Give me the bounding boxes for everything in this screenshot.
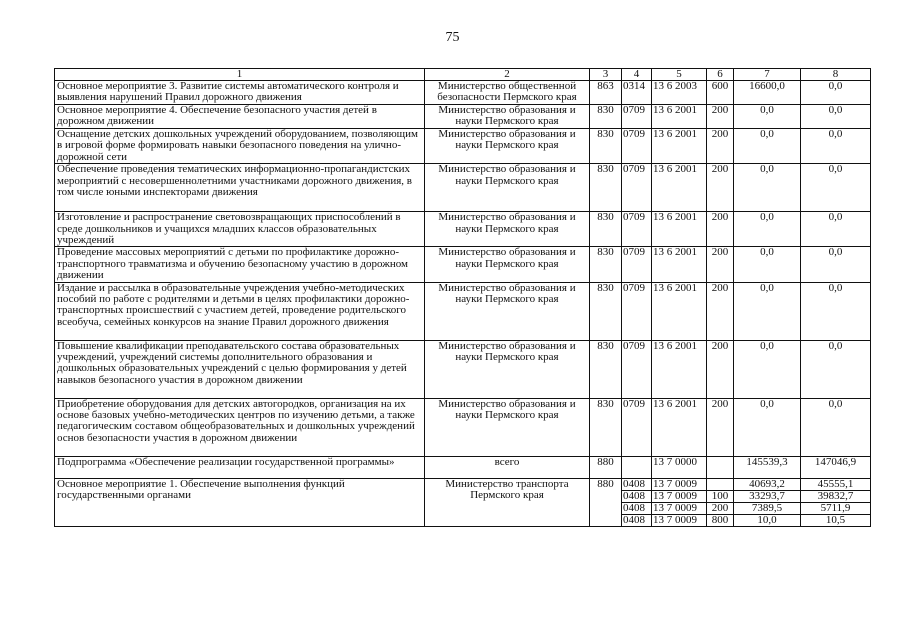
row-sum-cell: 0,0 [734, 105, 801, 129]
row-sum-cell: 16600,0 [734, 81, 801, 105]
row-vr-cell: 200 [707, 282, 734, 340]
row-vr-cell: 600 [707, 81, 734, 105]
row-kvsr-cell: 830 [590, 164, 622, 212]
row-section-cell: 0408 [622, 478, 652, 490]
row-sum-cell: 0,0 [801, 212, 871, 247]
row-vr-cell: 200 [707, 502, 734, 514]
row-kvsr-cell: 830 [590, 282, 622, 340]
row-kvsr-cell: 830 [590, 340, 622, 398]
table-row [55, 340, 871, 398]
row-target-cell: 13 6 2003 [652, 81, 707, 105]
row-target-cell: 13 7 0000 [652, 456, 707, 478]
table-row [55, 398, 871, 456]
row-org-cell: Министерство образования и науки Пермского края [425, 247, 590, 282]
row-sum-cell: 0,0 [734, 340, 801, 398]
row-section-cell: 0709 [622, 398, 652, 456]
row-target-cell: 13 6 2001 [652, 282, 707, 340]
header-cell: 1 [55, 69, 425, 81]
row-sum-cell: 10,5 [801, 514, 871, 526]
header-cell: 5 [652, 69, 707, 81]
row-target-cell: 13 6 2001 [652, 212, 707, 247]
row-org-cell: Министерство образования и науки Пермского края [425, 105, 590, 129]
row-sum-cell: 40693,2 [734, 478, 801, 490]
row-kvsr-cell: 863 [590, 81, 622, 105]
row-sum-cell: 0,0 [801, 129, 871, 164]
row-kvsr-cell: 830 [590, 105, 622, 129]
row-org-cell: Министерство образования и науки Пермского края [425, 340, 590, 398]
row-sum-cell: 10,0 [734, 514, 801, 526]
row-org-cell: Министерство образования и науки Пермского края [425, 282, 590, 340]
row-vr-cell [707, 478, 734, 490]
row-vr-cell [707, 456, 734, 478]
row-kvsr-cell: 880 [590, 456, 622, 478]
header-cell: 3 [590, 69, 622, 81]
row-name-cell: Основное мероприятие 4. Обеспечение безопасного участия детей в дорожном движении [55, 105, 425, 129]
row-org-cell: Министерство образования и науки Пермского края [425, 212, 590, 247]
row-target-cell: 13 7 0009 [652, 514, 707, 526]
row-sum-cell: 145539,3 [734, 456, 801, 478]
row-section-cell [622, 456, 652, 478]
row-kvsr-cell: 830 [590, 212, 622, 247]
row-name-cell: Изготовление и распространение световозвращающих приспособлений в среде дошкольников и учащихся младших классов образовательных учреждений [55, 212, 425, 247]
table-row [55, 282, 871, 340]
row-sum-cell: 7389,5 [734, 502, 801, 514]
row-section-cell: 0408 [622, 514, 652, 526]
row-vr-cell: 200 [707, 164, 734, 212]
row-name-cell: Оснащение детских дошкольных учреждений оборудованием, позволяющим в игровой форме формировать навыки безопасного поведения на улично-дорожной сети [55, 129, 425, 164]
row-vr-cell: 200 [707, 247, 734, 282]
row-sum-cell: 0,0 [801, 340, 871, 398]
row-org-cell: Министерство образования и науки Пермского края [425, 164, 590, 212]
row-vr-cell: 200 [707, 398, 734, 456]
table-row [55, 456, 871, 478]
row-vr-cell: 200 [707, 105, 734, 129]
header-row [55, 69, 871, 81]
row-sum-cell: 0,0 [734, 164, 801, 212]
row-sum-cell: 0,0 [801, 398, 871, 456]
table-row [55, 164, 871, 212]
row-name-cell: Приобретение оборудования для детских автогородков, организация на их основе базовых учебно-методических центров по изучению детьми, а также педагогическим составом общеобразовательных и дошкольных учреждений основ безопасности участия в дорожном движении [55, 398, 425, 456]
table-row [55, 129, 871, 164]
row-section-cell: 0709 [622, 164, 652, 212]
row-section-cell: 0709 [622, 212, 652, 247]
row-kvsr-cell: 880 [590, 478, 622, 526]
row-kvsr-cell: 830 [590, 398, 622, 456]
row-sum-cell: 0,0 [801, 105, 871, 129]
table-row [55, 212, 871, 247]
row-vr-cell: 100 [707, 490, 734, 502]
row-name-cell: Повышение квалификации преподавательского состава образовательных учреждений, учреждений системы дополнительного образования и дошкольных образовательных учреждений с целью формирования у детей навыков безопасного участия в дорожном движении [55, 340, 425, 398]
budget-table [54, 68, 871, 527]
row-sum-cell: 0,0 [734, 212, 801, 247]
row-sum-cell: 0,0 [801, 247, 871, 282]
row-target-cell: 13 6 2001 [652, 129, 707, 164]
row-target-cell: 13 6 2001 [652, 164, 707, 212]
row-target-cell: 13 7 0009 [652, 478, 707, 490]
row-target-cell: 13 6 2001 [652, 247, 707, 282]
row-vr-cell: 200 [707, 340, 734, 398]
row-target-cell: 13 6 2001 [652, 340, 707, 398]
row-sum-cell: 0,0 [734, 398, 801, 456]
row-kvsr-cell: 830 [590, 247, 622, 282]
row-sum-cell: 0,0 [801, 282, 871, 340]
row-sum-cell: 0,0 [801, 81, 871, 105]
header-cell: 4 [622, 69, 652, 81]
row-section-cell: 0408 [622, 502, 652, 514]
row-vr-cell: 200 [707, 129, 734, 164]
row-name-cell: Обеспечение проведения тематических информационно-пропагандистских мероприятий с несовершеннолетними участниками дорожного движения, в том числе юными инспекторами движения [55, 164, 425, 212]
header-cell: 8 [801, 69, 871, 81]
row-target-cell: 13 6 2001 [652, 398, 707, 456]
row-section-cell: 0408 [622, 490, 652, 502]
row-section-cell: 0314 [622, 81, 652, 105]
row-sum-cell: 147046,9 [801, 456, 871, 478]
table-row [55, 247, 871, 282]
row-org-cell: Министерство образования и науки Пермского края [425, 398, 590, 456]
row-name-cell: Основное мероприятие 3. Развитие системы автоматического контроля и выявления нарушений Правил дорожного движения [55, 81, 425, 105]
header-cell: 2 [425, 69, 590, 81]
row-name-cell: Издание и рассылка в образовательные учреждения учебно-методических пособий по работе с родителями и детьми в целях профилактики дорожно-транспортных происшествий с участием детей, проведение родительского всеобуча, семейных конкурсов на знание Правил дорожного движения [55, 282, 425, 340]
row-section-cell: 0709 [622, 105, 652, 129]
row-sum-cell: 0,0 [801, 164, 871, 212]
row-org-cell: всего [425, 456, 590, 478]
row-sum-cell: 0,0 [734, 247, 801, 282]
row-target-cell: 13 6 2001 [652, 105, 707, 129]
header-cell: 7 [734, 69, 801, 81]
row-org-cell: Министерство образования и науки Пермского края [425, 129, 590, 164]
table-row [55, 81, 871, 105]
row-sum-cell: 45555,1 [801, 478, 871, 490]
row-name-cell: Проведение массовых мероприятий с детьми по профилактике дорожно-транспортного травматизма и обучению безопасному участию в дорожном движении [55, 247, 425, 282]
row-sum-cell: 39832,7 [801, 490, 871, 502]
row-vr-cell: 800 [707, 514, 734, 526]
row-name-cell: Основное мероприятие 1. Обеспечение выполнения функций государственными органами [55, 478, 425, 526]
row-section-cell: 0709 [622, 340, 652, 398]
row-sum-cell: 0,0 [734, 129, 801, 164]
row-org-cell: Министерство транспорта Пермского края [425, 478, 590, 526]
row-section-cell: 0709 [622, 247, 652, 282]
row-name-cell: Подпрограмма «Обеспечение реализации государственной программы» [55, 456, 425, 478]
row-section-cell: 0709 [622, 282, 652, 340]
row-target-cell: 13 7 0009 [652, 490, 707, 502]
row-kvsr-cell: 830 [590, 129, 622, 164]
page-number: 75 [445, 30, 460, 45]
row-section-cell: 0709 [622, 129, 652, 164]
header-cell: 6 [707, 69, 734, 81]
row-target-cell: 13 7 0009 [652, 502, 707, 514]
table-row [55, 478, 871, 490]
row-sum-cell: 5711,9 [801, 502, 871, 514]
table-row [55, 105, 871, 129]
row-vr-cell: 200 [707, 212, 734, 247]
row-sum-cell: 0,0 [734, 282, 801, 340]
row-org-cell: Министерство общественной безопасности Пермского края [425, 81, 590, 105]
row-sum-cell: 33293,7 [734, 490, 801, 502]
